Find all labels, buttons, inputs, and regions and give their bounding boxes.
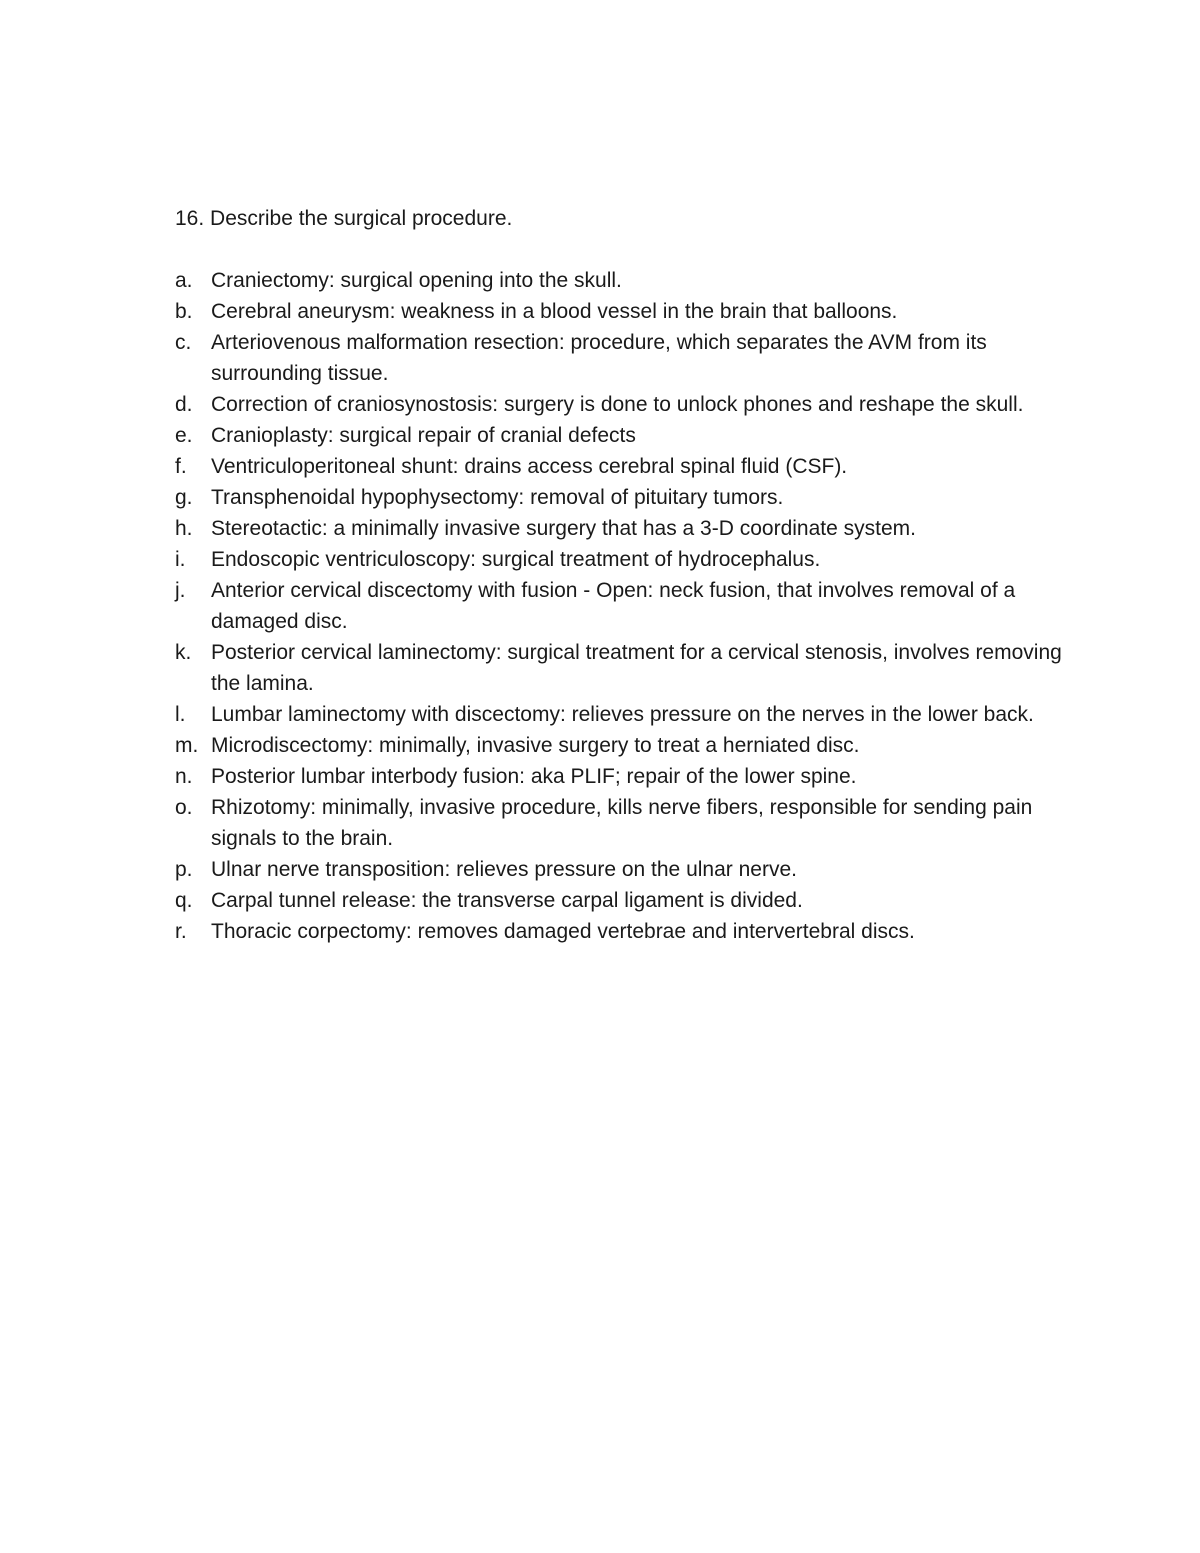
list-item [175,730,1075,761]
list-item-text: Correction of craniosynostosis: surgery is done to unlock phones and reshape the skull. [211,393,1024,416]
list-item [175,637,1075,699]
list-marker: l. [175,703,186,726]
list-item [175,420,1075,451]
list-item [175,885,1075,916]
list-item-text: Cranioplasty: surgical repair of cranial defects [211,424,636,447]
list-item-text: Carpal tunnel release: the transverse carpal ligament is divided. [211,889,803,912]
list-item-text: Lumbar laminectomy with discectomy: relieves pressure on the nerves in the lower back. [211,703,1034,726]
list-item [175,513,1075,544]
question-heading: 16. Describe the surgical procedure. [175,207,513,230]
list-marker: i. [175,548,186,571]
list-item-text: Arteriovenous malformation resection: procedure, which separates the AVM from its surrounding tissue. [211,331,987,385]
list-item-text: Rhizotomy: minimally, invasive procedure, kills nerve fibers, responsible for sending pain signals to the brain. [211,796,1033,850]
list-item [175,854,1075,885]
list-item [175,389,1075,420]
list-item-text: Ventriculoperitoneal shunt: drains access cerebral spinal fluid (CSF). [211,455,848,478]
list-marker: f. [175,455,187,478]
list-item-text: Thoracic corpectomy: removes damaged vertebrae and intervertebral discs. [211,920,915,943]
list-marker: e. [175,424,193,447]
list-item [175,296,1075,327]
list-marker: d. [175,393,193,416]
list-marker: o. [175,796,193,819]
list-marker: k. [175,641,192,664]
list-item [175,699,1075,730]
list-item-text: Stereotactic: a minimally invasive surgery that has a 3-D coordinate system. [211,517,916,540]
list-item [175,916,1075,947]
list-marker: j. [175,579,186,602]
list-item-text: Ulnar nerve transposition: relieves pressure on the ulnar nerve. [211,858,797,881]
list-item [175,575,1075,637]
list-marker: c. [175,331,192,354]
list-marker: h. [175,517,193,540]
list-item-text: Posterior cervical laminectomy: surgical treatment for a cervical stenosis, involves removing the lamina. [211,641,1062,695]
list-item [175,544,1075,575]
list-marker: r. [175,920,187,943]
list-item-text: Anterior cervical discectomy with fusion - Open: neck fusion, that involves removal of a damaged disc. [211,579,1016,633]
list-item [175,482,1075,513]
document-content [175,203,1075,947]
list-item-text: Microdiscectomy: minimally, invasive surgery to treat a herniated disc. [211,734,860,757]
list-marker: n. [175,765,193,788]
list-item [175,792,1075,854]
list-item [175,451,1075,482]
list-item-text: Cerebral aneurysm: weakness in a blood vessel in the brain that balloons. [211,300,898,323]
list-marker: m. [175,734,199,757]
list-item-text: Craniectomy: surgical opening into the skull. [211,269,622,292]
list-item [175,265,1075,296]
procedure-list [175,265,1075,947]
list-marker: q. [175,889,193,912]
list-item [175,761,1075,792]
list-marker: a. [175,269,193,292]
list-item-text: Posterior lumbar interbody fusion: aka PLIF; repair of the lower spine. [211,765,857,788]
list-item-text: Endoscopic ventriculoscopy: surgical treatment of hydrocephalus. [211,548,821,571]
list-marker: p. [175,858,193,881]
list-marker: g. [175,486,193,509]
list-item [175,327,1075,389]
list-marker: b. [175,300,193,323]
list-item-text: Transphenoidal hypophysectomy: removal of pituitary tumors. [211,486,784,509]
